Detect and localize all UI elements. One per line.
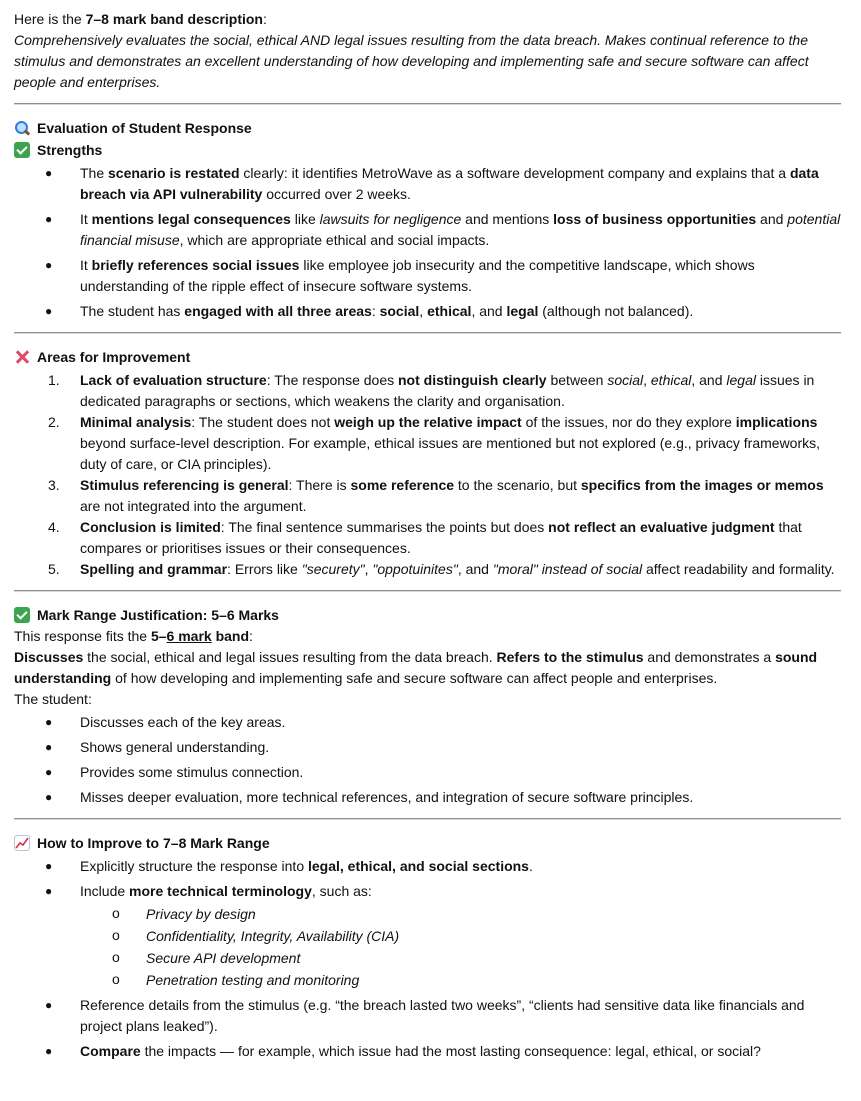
band-description: Comprehensively evaluates the social, ethical AND legal issues resulting from the data breach. Makes continual reference to the stimulus and demonstrates an excellent understanding of how developing and implementing safe and secure software can affect people and enterprises. [14,32,809,90]
divider [14,103,841,105]
magnifying-glass-icon [14,120,30,136]
divider [14,332,841,334]
justification-heading: Mark Range Justification: 5–6 Marks [14,604,841,626]
strengths-heading: Strengths [14,139,841,161]
list-item: ● The student has engaged with all three areas: social, ethical, and legal (although not balanced). [14,301,841,322]
list-item: ● Provides some stimulus connection. [14,762,841,783]
check-mark-icon [14,142,30,158]
intro-lead: Here is the 7–8 mark band description: [14,11,267,27]
list-item: 3. Stimulus referencing is general: There is some reference to the scenario, but specifics from the images or memos are not integrated into the argument. [48,477,824,514]
list-item: ● Include more technical terminology, such as: o Privacy by design o Confidentiality, Integrity, Availability (CIA) o Secure API development o Penetration testing and monitoring [14,881,841,991]
list-item: 1. Lack of evaluation structure: The response does not distinguish clearly between social, ethical, and legal issues in dedicated paragraphs or sections, which weakens the clarity and organisation. [48,372,815,409]
sub-list-item: o Penetration testing and monitoring [14,970,841,991]
check-mark-icon [14,607,30,623]
justification-list [14,712,841,808]
list-item: 4. Conclusion is limited: The final sentence summarises the points but does not reflect an evaluative judgment that compares or prioritises issues or their consequences. [48,519,802,556]
list-item: ● Discusses each of the key areas. [14,712,841,733]
cross-mark-icon [14,349,30,365]
divider [14,818,841,820]
list-item: ● The scenario is restated clearly: it identifies MetroWave as a software development company and explains that a data breach via API vulnerability occurred over 2 weeks. [14,163,841,205]
terminology-sublist [80,904,841,991]
list-item: ● Compare the impacts — for example, which issue had the most lasting consequence: legal, ethical, or social? [14,1041,841,1062]
list-item: ● It mentions legal consequences like lawsuits for negligence and mentions loss of business opportunities and potential financial misuse, which are appropriate ethical and social impacts. [14,209,841,251]
improvement-list [14,370,841,580]
list-item: 2. Minimal analysis: The student does not weigh up the relative impact of the issues, nor do they explore implications beyond surface-level description. For example, ethical issues are mentioned but not explored (e.g., privacy frameworks, duty of care, or CIA principles). [48,414,821,472]
improvement-heading: Areas for Improvement [14,346,841,368]
evaluation-heading: Evaluation of Student Response [14,117,841,139]
list-item: ● Shows general understanding. [14,737,841,758]
sub-list-item: o Confidentiality, Integrity, Availability (CIA) [14,926,841,947]
band-fit: This response fits the 5–6 mark band: [14,628,253,644]
improve-heading: How to Improve to 7–8 Mark Range [14,832,841,854]
list-item: ● It briefly references social issues like employee job insecurity and the competitive landscape, which shows understanding of the ripple effect of insecure software systems. [14,255,841,297]
band-5-6-description: Discusses the social, ethical and legal issues resulting from the data breach. Refers to the stimulus and demonstrates a sound understanding of how developing and implementing safe and secure software can affect people and enterprises. [14,649,818,686]
list-item: ● Misses deeper evaluation, more technical references, and integration of secure software principles. [14,787,841,808]
improve-list [14,856,841,1062]
strengths-list [14,163,841,322]
student-label: The student: [14,691,92,707]
list-item: ● Explicitly structure the response into legal, ethical, and social sections. [14,856,841,877]
divider [14,590,841,592]
list-item: 5. Spelling and grammar: Errors like "securety", "oppotuinites", and "moral" instead of social affect readability and formality. [48,561,835,577]
sub-list-item: o Privacy by design [14,904,841,925]
chart-increasing-icon [14,835,30,851]
sub-list-item: o Secure API development [14,948,841,969]
list-item: ● Reference details from the stimulus (e.g. “the breach lasted two weeks”, “clients had sensitive data like financials and project plans leaked”). [14,995,841,1037]
